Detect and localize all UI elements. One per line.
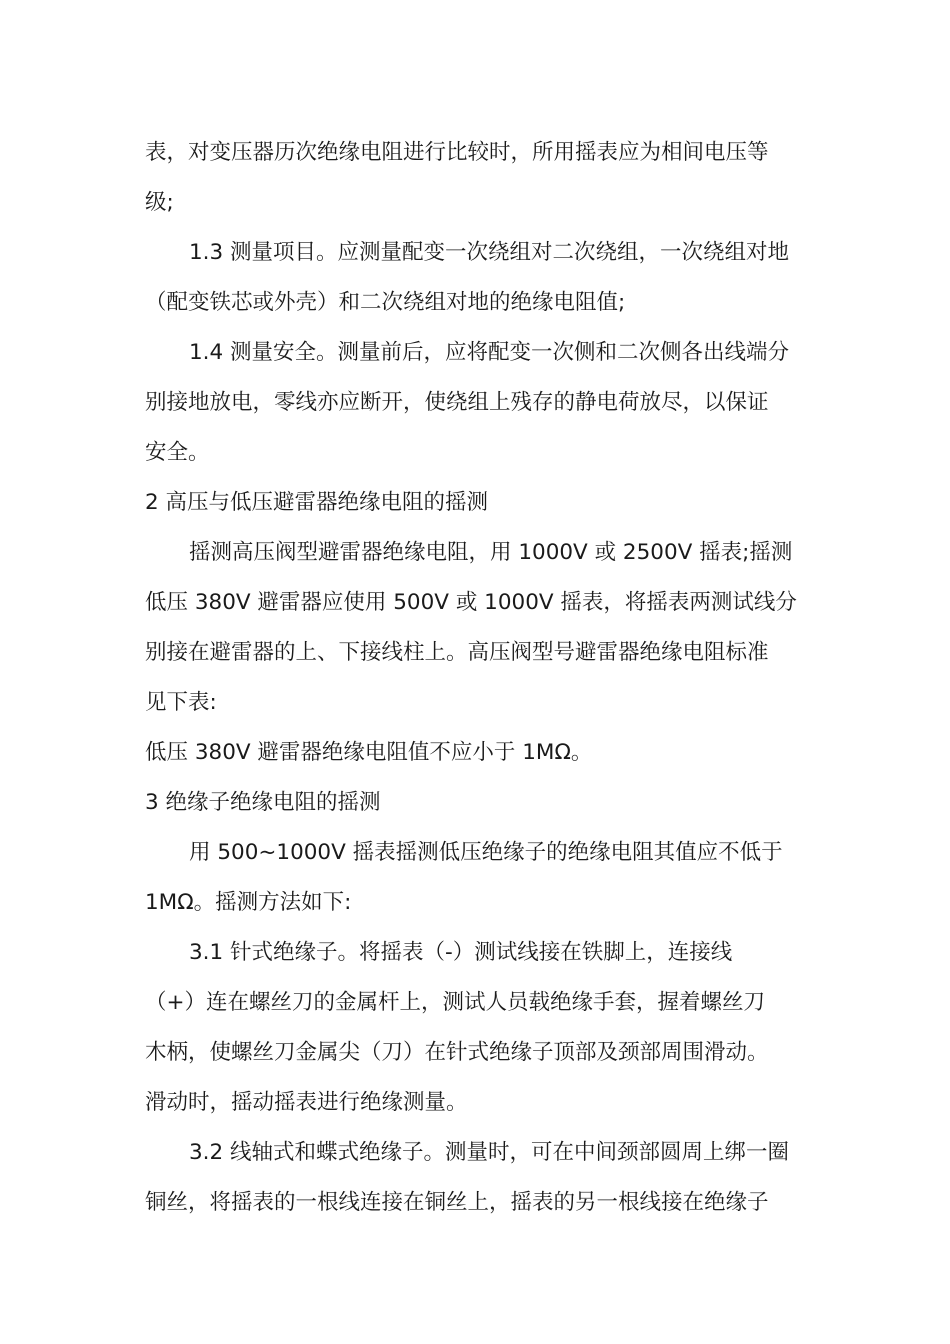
text-line: 安全。	[145, 440, 210, 465]
text-line: （配变铁芯或外壳）和二次绕组对地的绝缘电阻值;	[145, 290, 626, 315]
text-line: 木柄，使螺丝刀金属尖（刀）在针式绝缘子顶部及颈部周围滑动。	[145, 1040, 769, 1065]
text-line: 级;	[145, 190, 174, 215]
text-line: 别接地放电，零线亦应断开，使绕组上残存的静电荷放尽，以保证	[145, 390, 769, 415]
text-line: 用 500~1000V 摇表摇测低压绝缘子的绝缘电阻其值应不低于	[189, 840, 783, 865]
text-line: 铜丝，将摇表的一根线连接在铜丝上，摇表的另一根线接在绝缘子	[145, 1190, 769, 1215]
text-line: 1.3 测量项目。应测量配变一次绕组对二次绕组，一次绕组对地	[189, 240, 790, 265]
text-line: 3.2 线轴式和蝶式绝缘子。测量时，可在中间颈部圆周上绑一圈	[189, 1140, 790, 1165]
text-line: 低压 380V 避雷器应使用 500V 或 1000V 摇表，将摇表两测试线分	[145, 590, 797, 615]
text-line: 1MΩ。摇测方法如下:	[145, 890, 352, 915]
text-line: 表，对变压器历次绝缘电阻进行比较时，所用摇表应为相间电压等	[145, 140, 769, 165]
text-line: 摇测高压阀型避雷器绝缘电阻，用 1000V 或 2500V 摇表;摇测	[189, 540, 793, 565]
document-body	[145, 128, 810, 1228]
section-heading: 2 高压与低压避雷器绝缘电阻的摇测	[145, 490, 489, 515]
text-line: 低压 380V 避雷器绝缘电阻值不应小于 1MΩ。	[145, 740, 593, 765]
text-line: 别接在避雷器的上、下接线柱上。高压阀型号避雷器绝缘电阻标准	[145, 640, 769, 665]
text-line: 1.4 测量安全。测量前后，应将配变一次侧和二次侧各出线端分	[189, 340, 790, 365]
text-line: （+）连在螺丝刀的金属杆上，测试人员载绝缘手套，握着螺丝刀	[145, 990, 766, 1015]
text-line: 见下表:	[145, 690, 217, 715]
text-line: 滑动时，摇动摇表进行绝缘测量。	[145, 1090, 468, 1115]
section-heading: 3 绝缘子绝缘电阻的摇测	[145, 790, 381, 815]
text-line: 3.1 针式绝缘子。将摇表（-）测试线接在铁脚上，连接线	[189, 940, 733, 965]
